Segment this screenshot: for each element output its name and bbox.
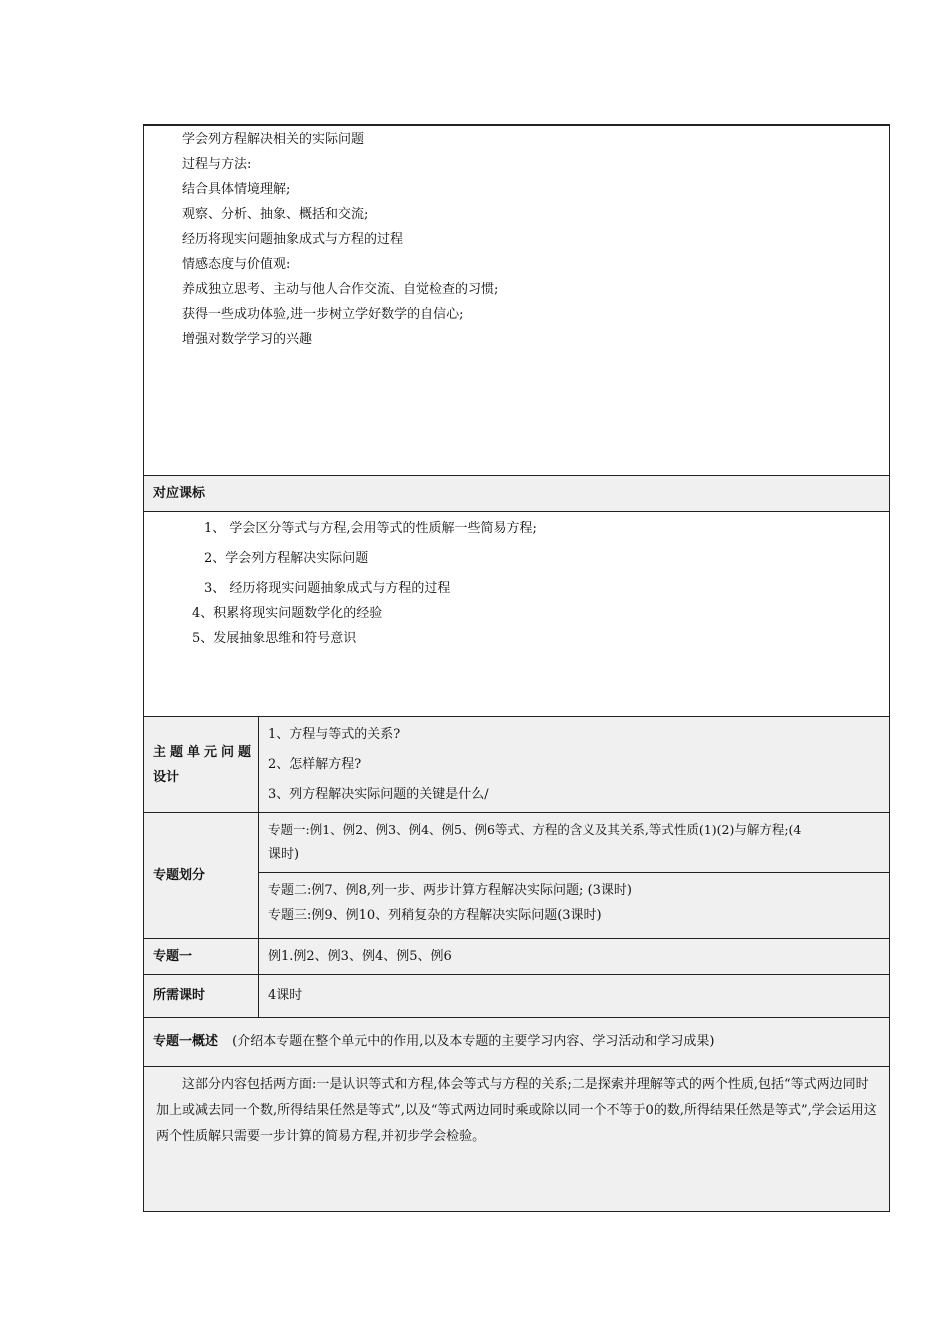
- objectives-cell: [144, 126, 889, 475]
- hours-label: 所需课时: [153, 988, 206, 1003]
- overview-heading-row: [144, 1018, 889, 1066]
- lesson-plan-table: [143, 124, 890, 1212]
- objective-line: 学会列方程解决相关的实际问题: [182, 132, 365, 147]
- theme-question-item: 3、列方程解决实际问题的关键是什么/: [268, 787, 489, 802]
- topic-two-line: 专题二:例7、例8,列一步、两步计算方程解决实际问题; (3课时): [268, 883, 632, 898]
- standards-heading: 对应课标: [153, 486, 206, 501]
- topic-one-line-cont: 课时): [268, 847, 300, 862]
- standard-item: 3、 经历将现实问题抽象成式与方程的过程: [204, 581, 451, 596]
- objective-line: 过程与方法:: [182, 157, 252, 172]
- hours-row: [144, 975, 889, 1017]
- topic-one-line: 专题一:例1、例2、例3、例4、例5、例6等式、方程的含义及其关系,等式性质(1)(2)与解方程;(4: [268, 822, 802, 837]
- standard-item: 1、 学会区分等式与方程,会用等式的性质解一些简易方程;: [204, 521, 537, 536]
- overview-label: 专题一概述: [153, 1034, 219, 1049]
- objective-line: 经历将现实问题抽象成式与方程的过程: [182, 232, 404, 247]
- objective-line: 养成独立思考、主动与他人合作交流、自觉检查的习惯;: [182, 282, 499, 297]
- topic-division-label: 专题划分: [153, 868, 206, 883]
- standard-item: 4、积累将现实问题数学化的经验: [192, 606, 383, 621]
- topic-one-label: 专题一: [153, 949, 193, 964]
- overview-body-cell: [144, 1067, 889, 1211]
- standards-list-cell: [144, 512, 889, 716]
- overview-heading: [153, 1034, 714, 1050]
- objective-line: 获得一些成功体验,进一步树立学好数学的自信心;: [182, 307, 464, 322]
- objective-line: 结合具体情境理解;: [182, 182, 291, 197]
- overview-body: 这部分内容包括两方面:一是认识等式和方程,体会等式与方程的关系;二是探索并理解等式的两个性质,包括“等式两边同时加上或减去同一个数,所得结果任然是等式”,以及“等式两边同时乘或除以同一个不等于0的数,所得结果任然是等式”,学会运用这两个性质解只需要一步计算的简易方程,并初步学会检验。: [156, 1077, 877, 1144]
- theme-questions-row: [144, 717, 889, 812]
- standard-item: 2、学会列方程解决实际问题: [204, 551, 369, 566]
- topic-one-value: 例1.例2、例3、例4、例5、例6: [268, 949, 452, 964]
- hours-value: 4课时: [268, 988, 303, 1003]
- objective-line: 观察、分析、抽象、概括和交流;: [182, 207, 369, 222]
- standards-heading-cell: [144, 476, 889, 511]
- theme-question-item: 2、怎样解方程?: [268, 757, 362, 772]
- theme-questions-label: 主题单元问题: [153, 745, 256, 760]
- topic-division-row: [144, 813, 889, 938]
- objective-line: 增强对数学学习的兴趣: [182, 332, 313, 347]
- topic-one-row: [144, 939, 889, 974]
- objective-line: 情感态度与价值观:: [182, 257, 291, 272]
- theme-question-item: 1、方程与等式的关系?: [268, 727, 401, 742]
- topic-three-line: 专题三:例9、例10、列稍复杂的方程解决实际问题(3课时): [268, 908, 602, 923]
- standard-item: 5、发展抽象思维和符号意识: [192, 631, 357, 646]
- overview-hint: (介绍本专题在整个单元中的作用,以及本专题的主要学习内容、学习活动和学习成果): [232, 1034, 715, 1049]
- theme-questions-label-cont: 设计: [153, 770, 180, 785]
